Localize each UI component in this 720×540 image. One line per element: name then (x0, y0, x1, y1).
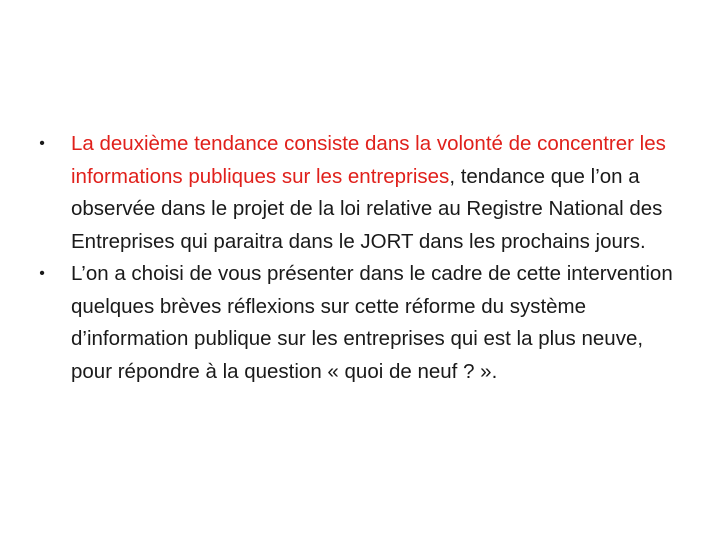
bullet-dot-icon: • (39, 135, 45, 152)
bullet-2-text: L’on a choisi de vous présenter dans le cadre de cette intervention quelques brèves réflexions sur cette réforme du système d’information publique sur les entreprises qui est la plus neuve, pour répondre à la question « quoi de neuf ? ». (71, 262, 673, 383)
bullet-1-text: , tendance que l’on a observée dans le projet de la loi relative au Registre National des Entreprises qui paraitra dans le JORT dans les prochains jours. (71, 164, 663, 253)
bullet-1-highlighted-text: La deuxième tendance consiste dans la volonté de concentrer les informations publiques sur les entreprises (71, 132, 666, 188)
bullet-list (36, 128, 676, 388)
bullet-item-1 (36, 128, 676, 258)
bullet-dot-icon: • (39, 265, 45, 282)
bullet-item-2 (36, 258, 676, 388)
